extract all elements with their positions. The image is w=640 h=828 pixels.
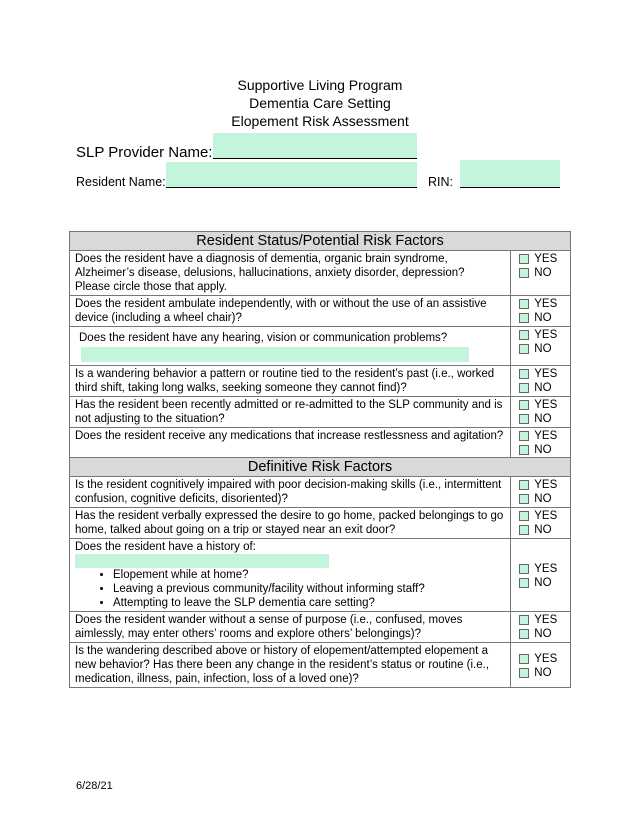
yes-option[interactable]	[519, 562, 566, 576]
yes-checkbox[interactable]	[519, 480, 529, 490]
no-label: NO	[534, 413, 552, 425]
communication-problems-field[interactable]	[81, 347, 469, 362]
no-label: NO	[534, 312, 552, 324]
question-text: Does the resident receive any medications that increase restlessness and agitation?	[70, 428, 511, 458]
question-row	[70, 539, 571, 612]
no-option[interactable]	[519, 266, 566, 280]
question-text: Is the resident cognitively impaired with poor decision-making skills (i.e., intermittent confusion, cognitive deficits, disoriented)?	[70, 477, 511, 508]
no-option[interactable]	[519, 443, 566, 457]
answer-cell	[511, 366, 571, 397]
history-list	[75, 568, 505, 610]
rin-field[interactable]	[460, 160, 560, 188]
yes-label: YES	[534, 253, 558, 265]
no-label: NO	[534, 382, 552, 394]
provider-name-label: SLP Provider Name:	[76, 144, 213, 161]
no-option[interactable]	[519, 666, 566, 680]
yes-option[interactable]	[519, 478, 566, 492]
question-text: Is the wandering described above or history of elopement/attempted elopement a new behavior? Has there been any change in the resident’s status or routine (i.e., medication, illness, pain, infection, loss of a loved one)?	[70, 643, 511, 688]
question-text: Does the resident ambulate independently, with or without the use of an assistive device (including a wheel chair)?	[70, 296, 511, 327]
answer-cell	[511, 508, 571, 539]
question-row	[70, 428, 571, 458]
question-cell	[70, 327, 511, 366]
yes-label: YES	[534, 298, 558, 310]
answer-cell	[511, 539, 571, 612]
no-checkbox[interactable]	[519, 494, 529, 504]
question-text: Has the resident verbally expressed the desire to go home, packed belongings to go home, talked about going on a trip or stayed near an exit door?	[70, 508, 511, 539]
no-label: NO	[534, 628, 552, 640]
no-label: NO	[534, 343, 552, 355]
answer-cell	[511, 643, 571, 688]
answer-cell	[511, 397, 571, 428]
section-header-row	[70, 458, 571, 477]
list-item: • Leaving a previous community/facility without informing staff?	[113, 582, 505, 596]
yes-checkbox[interactable]	[519, 369, 529, 379]
yes-label: YES	[534, 562, 558, 575]
question-text: Does the resident have any hearing, vision or communication problems?	[79, 332, 448, 344]
no-label: NO	[534, 267, 552, 279]
no-label: NO	[534, 493, 552, 505]
question-text: Does the resident wander without a sense of purpose (i.e., confused, moves aimlessly, may enter others’ rooms and explore others’ belongings)?	[70, 612, 511, 643]
question-text: Has the resident been recently admitted or re-admitted to the SLP community and is not adjusting to the situation?	[70, 397, 511, 428]
yes-checkbox[interactable]	[519, 431, 529, 441]
yes-option[interactable]	[519, 367, 566, 381]
answer-cell	[511, 296, 571, 327]
question-row	[70, 397, 571, 428]
provider-name-field[interactable]	[213, 133, 417, 159]
no-label: NO	[534, 576, 552, 589]
yes-option[interactable]	[519, 652, 566, 666]
yes-label: YES	[534, 329, 558, 341]
form-title-line3: Elopement Risk Assessment	[231, 113, 409, 129]
resident-name-label: Resident Name:	[76, 175, 166, 189]
list-item: • Elopement while at home?	[113, 568, 505, 582]
yes-checkbox[interactable]	[519, 615, 529, 625]
no-option[interactable]	[519, 523, 566, 537]
answer-cell	[511, 327, 571, 366]
section-title-definitive: Definitive Risk Factors	[70, 458, 571, 477]
form-title-line2: Dementia Care Setting	[249, 95, 391, 111]
yes-checkbox[interactable]	[519, 511, 529, 521]
rin-label: RIN:	[428, 175, 453, 189]
yes-label: YES	[534, 399, 558, 411]
no-checkbox[interactable]	[519, 668, 529, 678]
question-text: Does the resident have a history of:	[75, 541, 256, 553]
yes-option[interactable]	[519, 252, 566, 266]
question-cell	[70, 539, 511, 612]
no-checkbox[interactable]	[519, 578, 529, 588]
risk-assessment-table	[69, 231, 571, 688]
question-row	[70, 251, 571, 296]
resident-name-field[interactable]	[166, 162, 417, 188]
question-row	[70, 643, 571, 688]
question-text: Does the resident have a diagnosis of dementia, organic brain syndrome, Alzheimer’s disease, delusions, hallucinations, anxiety disorder, depression?	[75, 253, 465, 279]
no-label: NO	[534, 444, 552, 456]
no-checkbox[interactable]	[519, 344, 529, 354]
no-option[interactable]	[519, 381, 566, 395]
no-checkbox[interactable]	[519, 629, 529, 639]
list-item: • Attempting to leave the SLP dementia care setting?	[113, 596, 505, 610]
yes-checkbox[interactable]	[519, 564, 529, 574]
yes-label: YES	[534, 368, 558, 380]
no-checkbox[interactable]	[519, 268, 529, 278]
yes-option[interactable]	[519, 328, 566, 342]
yes-checkbox[interactable]	[519, 654, 529, 664]
no-checkbox[interactable]	[519, 445, 529, 455]
answer-cell	[511, 428, 571, 458]
answer-cell	[511, 251, 571, 296]
no-option[interactable]	[519, 576, 566, 590]
question-text: Is a wandering behavior a pattern or routine tied to the resident’s past (i.e., worked third shift, taking long walks, seeking someone they cannot find)?	[70, 366, 511, 397]
no-option[interactable]	[519, 412, 566, 426]
yes-label: YES	[534, 510, 558, 522]
form-title-line1: Supportive Living Program	[237, 77, 403, 93]
yes-label: YES	[534, 614, 558, 626]
question-row	[70, 508, 571, 539]
yes-checkbox[interactable]	[519, 254, 529, 264]
revision-date: 6/28/21	[76, 780, 113, 792]
no-option[interactable]	[519, 342, 566, 356]
question-row	[70, 612, 571, 643]
question-note: Please circle those that apply.	[75, 281, 227, 293]
yes-label: YES	[534, 479, 558, 491]
yes-option[interactable]	[519, 297, 566, 311]
no-checkbox[interactable]	[519, 383, 529, 393]
question-cell	[70, 251, 511, 296]
question-row	[70, 327, 571, 366]
no-checkbox[interactable]	[519, 313, 529, 323]
yes-checkbox[interactable]	[519, 330, 529, 340]
no-checkbox[interactable]	[519, 525, 529, 535]
answer-cell	[511, 477, 571, 508]
no-option[interactable]	[519, 311, 566, 325]
yes-checkbox[interactable]	[519, 400, 529, 410]
question-row	[70, 296, 571, 327]
no-label: NO	[534, 524, 552, 536]
section-header-row	[70, 232, 571, 251]
yes-option[interactable]	[519, 429, 566, 443]
no-option[interactable]	[519, 492, 566, 506]
yes-option[interactable]	[519, 509, 566, 523]
no-option[interactable]	[519, 627, 566, 641]
yes-option[interactable]	[519, 398, 566, 412]
yes-label: YES	[534, 430, 558, 442]
no-label: NO	[534, 666, 552, 679]
history-field[interactable]	[75, 554, 329, 568]
yes-checkbox[interactable]	[519, 299, 529, 309]
section-title-status: Resident Status/Potential Risk Factors	[70, 232, 571, 251]
yes-label: YES	[534, 652, 558, 665]
answer-cell	[511, 612, 571, 643]
question-row	[70, 366, 571, 397]
yes-option[interactable]	[519, 613, 566, 627]
question-row	[70, 477, 571, 508]
no-checkbox[interactable]	[519, 414, 529, 424]
